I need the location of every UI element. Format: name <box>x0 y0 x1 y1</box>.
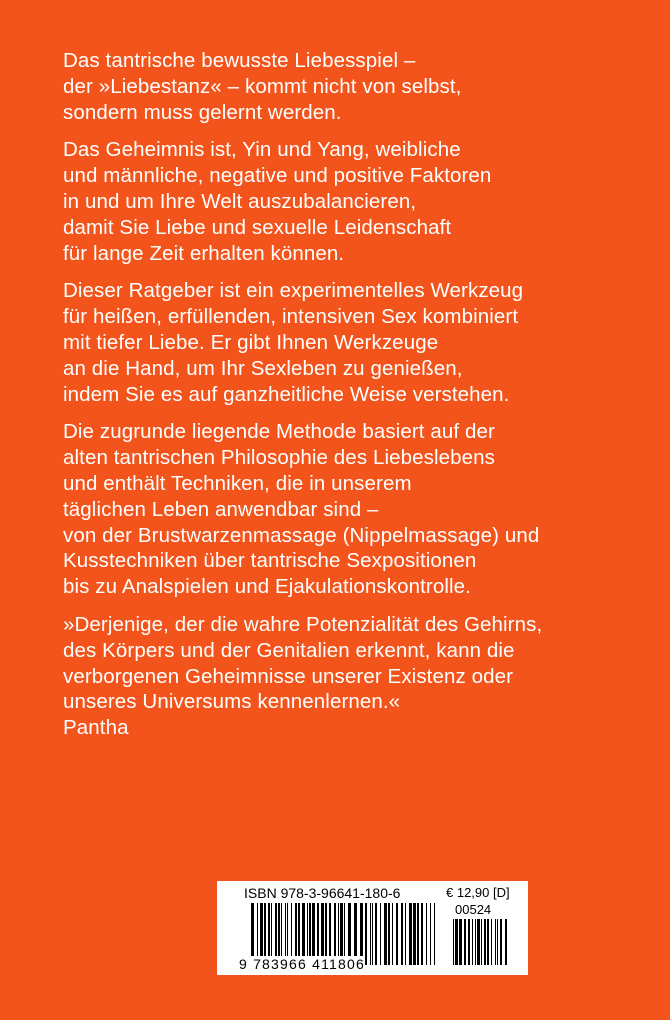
text-line: indem Sie es auf ganzheitliche Weise verstehen. <box>63 382 510 406</box>
text-line: für lange Zeit erhalten können. <box>63 241 345 265</box>
barcode-bar <box>484 919 486 965</box>
barcode-bar <box>430 903 431 965</box>
isbn-label: ISBN 978-3-96641-180-6 <box>244 885 401 901</box>
text-line: an die Hand, um Ihr Sexleben zu genießen, <box>63 356 463 380</box>
barcode-bar <box>426 903 427 965</box>
price-label: € 12,90 [D] <box>446 885 510 900</box>
barcode-bar <box>453 919 454 965</box>
text-line: Die zugrunde liegende Methode basiert auf der <box>63 420 495 444</box>
text-line: mit tiefer Liebe. Er gibt Ihnen Werkzeuge <box>63 330 439 354</box>
text-line: Das tantrische bewusste Liebesspiel – <box>63 49 416 72</box>
text-line: alten tantrischen Philosophie des Liebeslebens <box>63 446 495 470</box>
paragraph-3 <box>63 278 663 407</box>
text-line: täglichen Leben anwendbar sind – <box>63 497 379 521</box>
text-line: in und um Ihre Welt auszubalancieren, <box>63 189 417 213</box>
text-line: und enthält Techniken, die in unserem <box>63 471 412 495</box>
quote-author: Pantha <box>63 716 129 740</box>
barcode-bar <box>405 903 406 965</box>
barcode-bar <box>434 903 435 965</box>
barcode-bar <box>409 903 412 965</box>
text-line: für heißen, erfüllenden, intensiven Sex kombiniert <box>63 305 519 329</box>
text-line: unseres Universums kennenlernen.« <box>63 690 401 714</box>
barcode-bar <box>413 903 416 965</box>
barcode-bar <box>497 919 498 965</box>
barcode-bar <box>384 903 387 965</box>
paragraph-2 <box>63 137 663 266</box>
text-line: Kusstechniken über tantrische Sexpositionen <box>63 549 477 573</box>
barcode-bar <box>481 919 482 965</box>
text-line: von der Brustwarzenmassage (Nippelmassage) und <box>63 523 540 547</box>
paragraph-1 <box>63 48 663 125</box>
barcode-bar <box>468 919 470 965</box>
barcode-box <box>217 881 528 975</box>
barcode-bar <box>392 903 393 965</box>
addon-code-label: 00524 <box>455 902 492 917</box>
back-cover-text <box>63 48 663 753</box>
barcode-bar <box>477 919 480 965</box>
text-line: sondern muss gelernt werden. <box>63 100 342 124</box>
barcode-bar <box>472 919 473 965</box>
barcode-bar <box>464 919 466 965</box>
barcode-bar <box>455 919 458 965</box>
quote-paragraph <box>63 612 663 741</box>
text-line: der »Liebestanz« – kommt nicht von selbst, <box>63 74 462 98</box>
barcode-bar <box>375 903 377 965</box>
text-line: und männliche, negative und positive Faktoren <box>63 164 492 188</box>
barcode-bar <box>396 903 398 965</box>
barcode-bar <box>401 903 403 965</box>
addon-barcode <box>453 919 507 965</box>
barcode-bar <box>370 903 371 965</box>
barcode-bar <box>380 903 381 965</box>
text-line: des Körpers und der Genitalien erkennt, kann die <box>63 638 515 662</box>
barcode-bar <box>459 919 462 965</box>
barcode-bar <box>491 919 492 965</box>
barcode-bar <box>421 903 423 965</box>
ean-digits: 9 783966 411806 <box>239 956 365 972</box>
text-line: verborgenen Geheimnisse unserer Existenz oder <box>63 664 514 688</box>
barcode-bar <box>417 903 419 965</box>
barcode-bar <box>487 919 489 965</box>
paragraph-4 <box>63 419 663 600</box>
barcode-bar <box>495 919 496 965</box>
text-line: Das Geheimnis ist, Yin und Yang, weibliche <box>63 138 461 162</box>
barcode-bar <box>500 919 502 965</box>
text-line: bis zu Analspielen und Ejakulationskontrolle. <box>63 575 471 599</box>
text-line: »Derjenige, der die wahre Potenzialität des Gehirns, <box>63 612 543 636</box>
barcode-bar <box>475 919 476 965</box>
text-line: Dieser Ratgeber ist ein experimentelles Werkzeug <box>63 279 524 303</box>
barcode-bar <box>505 919 507 965</box>
barcode-bar <box>365 903 367 965</box>
text-line: damit Sie Liebe und sexuelle Leidenschaft <box>63 215 452 239</box>
barcode-bar <box>372 903 373 965</box>
barcode-bar <box>388 903 390 965</box>
